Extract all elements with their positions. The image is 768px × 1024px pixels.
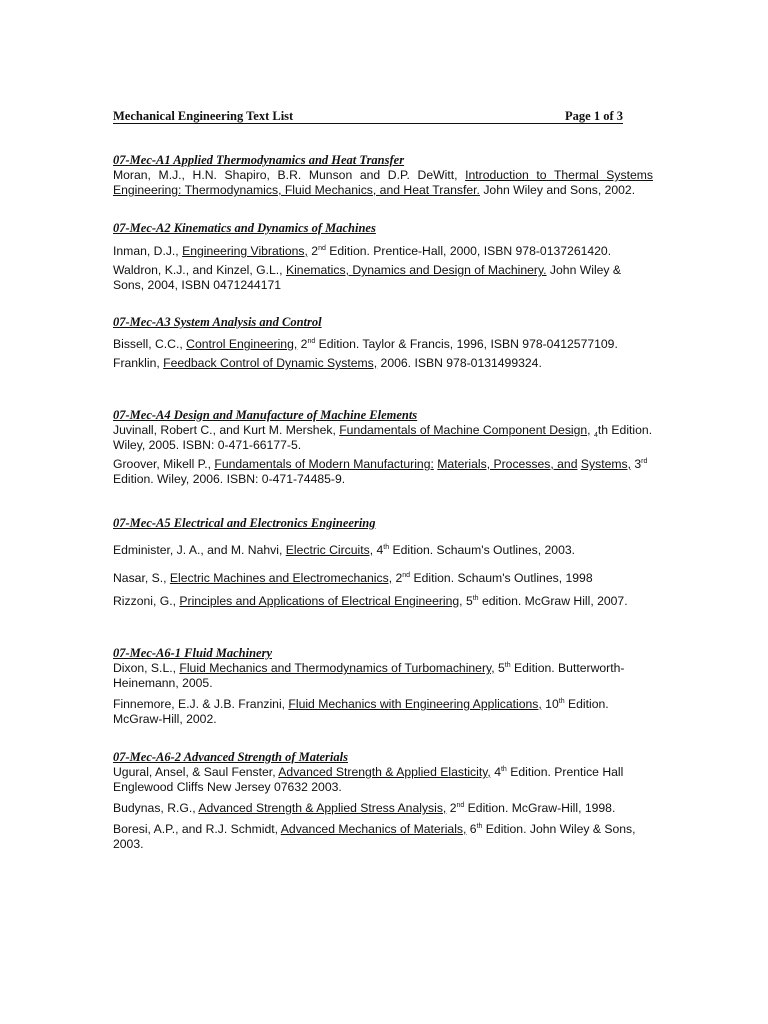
edition-number: 10 — [541, 697, 559, 711]
edition-suffix: nd — [307, 338, 316, 345]
section-a6-2 — [113, 750, 653, 852]
section-title: 07-Mec-A3 System Analysis and Control — [113, 315, 322, 329]
book-title-part: Systems, — [580, 457, 631, 471]
book-title: Principles and Applications of Electrical Engineering, — [179, 594, 463, 608]
edition-suffix: th — [383, 544, 390, 551]
edition-suffix: nd — [402, 572, 411, 579]
reference-entry — [113, 263, 653, 293]
entry-publisher: 2006. ISBN 978-0131499324. — [377, 356, 542, 370]
entry-publisher: Edition. Prentice Hall Englewood Cliffs New Jersey 07632 2003. — [113, 765, 624, 794]
section-a2 — [113, 221, 653, 293]
entry-publisher: John Wiley and Sons, 2002. — [479, 183, 636, 197]
section-title: 07-Mec-A6-1 Fluid Machinery — [113, 646, 273, 660]
entry-authors: Moran, M.J., H.N. Shapiro, B.R. Munson and D.P. DeWitt, — [113, 168, 466, 182]
section-a3 — [113, 315, 653, 371]
entry-publisher: Edition. John Wiley & Sons, 2003. — [113, 822, 636, 851]
reference-entry — [113, 697, 653, 727]
edition-suffix: th — [597, 423, 609, 437]
reference-entry — [113, 571, 653, 586]
book-title-part: Materials, Processes, and — [437, 457, 578, 471]
entry-publisher: Edition. McGraw-Hill, 1998. — [464, 801, 616, 815]
book-title: Feedback Control of Dynamic Systems, — [163, 356, 378, 370]
entry-authors: Nasar, S., — [113, 571, 170, 585]
entry-authors: Inman, D.J., — [113, 244, 183, 258]
edition-suffix: th — [558, 698, 565, 705]
entry-authors: Juvinall, Robert C., and Kurt M. Mershek, — [113, 423, 340, 437]
edition-number: 4 — [373, 543, 384, 557]
section-a4 — [113, 408, 653, 487]
book-title: Kinematics, Dynamics and Design of Machinery. — [285, 263, 547, 277]
edition-suffix: nd — [318, 245, 326, 252]
section-a1 — [113, 153, 653, 198]
edition-suffix: rd — [641, 458, 648, 465]
reference-entry — [113, 457, 653, 487]
edition-suffix: th — [500, 766, 507, 773]
book-title: Fluid Mechanics with Engineering Applications, — [288, 697, 542, 711]
entry-authors: Groover, Mikell P., — [113, 457, 215, 471]
entry-authors: Waldron, K.J., and Kinzel, G.L., — [113, 263, 286, 277]
reference-entry — [113, 822, 653, 852]
entry-authors: Boresi, A.P., and R.J. Schmidt, — [113, 822, 281, 836]
book-title: Advanced Mechanics of Materials, — [280, 822, 467, 836]
book-title: Advanced Strength & Applied Stress Analysis, — [198, 801, 447, 815]
reference-entry — [113, 244, 653, 259]
reference-entry — [113, 168, 653, 183]
book-title: Electric Circuits, — [285, 543, 374, 557]
section-title: 07-Mec-A4 Design and Manufacture of Machine Elements — [113, 408, 418, 422]
section-title: 07-Mec-A6-2 Advanced Strength of Materials — [113, 750, 348, 764]
entry-authors: Budynas, R.G., — [113, 801, 199, 815]
edition-number: 5 — [494, 661, 505, 675]
reference-entry — [113, 543, 653, 558]
section-title: 07-Mec-A1 Applied Thermodynamics and Heat Transfer — [113, 153, 405, 167]
section-a6-1 — [113, 646, 653, 727]
entry-publisher: Edition. Taylor & Francis, 1996, ISBN 978-0412577109. — [315, 337, 618, 351]
entry-authors: Bissell, C.C., — [113, 337, 187, 351]
entry-authors: Rizzoni, G., — [113, 594, 180, 608]
page-number: Page 1 of 3 — [565, 109, 623, 123]
edition-suffix: th — [472, 595, 479, 602]
entry-publisher: John Wiley & Sons, 2004, ISBN 0471244171 — [113, 263, 622, 292]
edition-suffix: th — [476, 823, 483, 830]
entry-publisher: Edition. Wiley, 2005. ISBN: 0-471-66177-5. — [113, 423, 653, 452]
book-title: Fundamentals of Modern Manufacturing: — [214, 457, 434, 471]
entry-publisher: Edition. Schaum's Outlines, 1998 — [410, 571, 593, 585]
book-title: Engineering Vibrations, — [182, 244, 308, 258]
section-a5 — [113, 516, 653, 609]
book-title: Fluid Mechanics and Thermodynamics of Turbomachinery, — [179, 661, 495, 675]
edition-number: 2 — [446, 801, 457, 815]
entry-authors: Franklin, — [113, 356, 164, 370]
entry-authors: Finnemore, E.J. & J.B. Franzini, — [113, 697, 289, 711]
edition-suffix: th — [504, 662, 511, 669]
book-title: Electric Machines and Electromechanics, — [169, 571, 393, 585]
entry-authors: Edminister, J. A., and M. Nahvi, — [113, 543, 286, 557]
page-header — [113, 109, 623, 124]
entry-publisher: Edition. Butterworth-Heinemann, 2005. — [113, 661, 625, 690]
reference-entry — [113, 337, 653, 352]
entry-publisher: Edition. Schaum's Outlines, 2003. — [389, 543, 576, 557]
entry-publisher: Edition. McGraw-Hill, 2002. — [113, 697, 609, 726]
book-title: Introduction to Thermal Systems — [465, 168, 653, 182]
edition-number: 2 — [297, 337, 308, 351]
reference-entry-continued — [113, 183, 653, 198]
entry-authors: Dixon, S.L., — [113, 661, 180, 675]
edition-number: 4 — [490, 765, 501, 779]
section-title: 07-Mec-A2 Kinematics and Dynamics of Machines — [113, 221, 376, 235]
edition-number: 6 — [466, 822, 477, 836]
entry-publisher: Edition. Prentice-Hall, 2000, ISBN 978-0137261420. — [325, 244, 612, 258]
edition-number: 2 — [307, 244, 319, 258]
reference-entry — [113, 801, 653, 816]
book-title: Engineering: Thermodynamics, Fluid Mechanics, and Heat Transfer. — [113, 183, 480, 197]
entry-authors: Ugural, Ansel, & Saul Fenster, — [113, 765, 279, 779]
book-title: Control Engineering, — [186, 337, 298, 351]
edition-number: 5 — [462, 594, 473, 608]
entry-publisher: Edition. Wiley, 2006. ISBN: 0-471-74485-9. — [113, 472, 346, 486]
reference-entry — [113, 356, 653, 371]
reference-entry — [113, 594, 653, 609]
document-title: Mechanical Engineering Text List — [113, 109, 294, 123]
reference-entry — [113, 765, 653, 795]
reference-entry — [113, 661, 653, 691]
edition-number: 3 — [631, 457, 642, 471]
book-title: Advanced Strength & Applied Elasticity, — [278, 765, 491, 779]
edition-number: 2 — [392, 571, 403, 585]
reference-entry — [113, 423, 653, 453]
edition-number: 4 — [593, 432, 598, 439]
entry-publisher: edition. McGraw Hill, 2007. — [478, 594, 628, 608]
book-title: Fundamentals of Machine Component Design, — [339, 423, 591, 437]
edition-suffix: nd — [456, 802, 465, 809]
section-title: 07-Mec-A5 Electrical and Electronics Engineering — [113, 516, 376, 530]
